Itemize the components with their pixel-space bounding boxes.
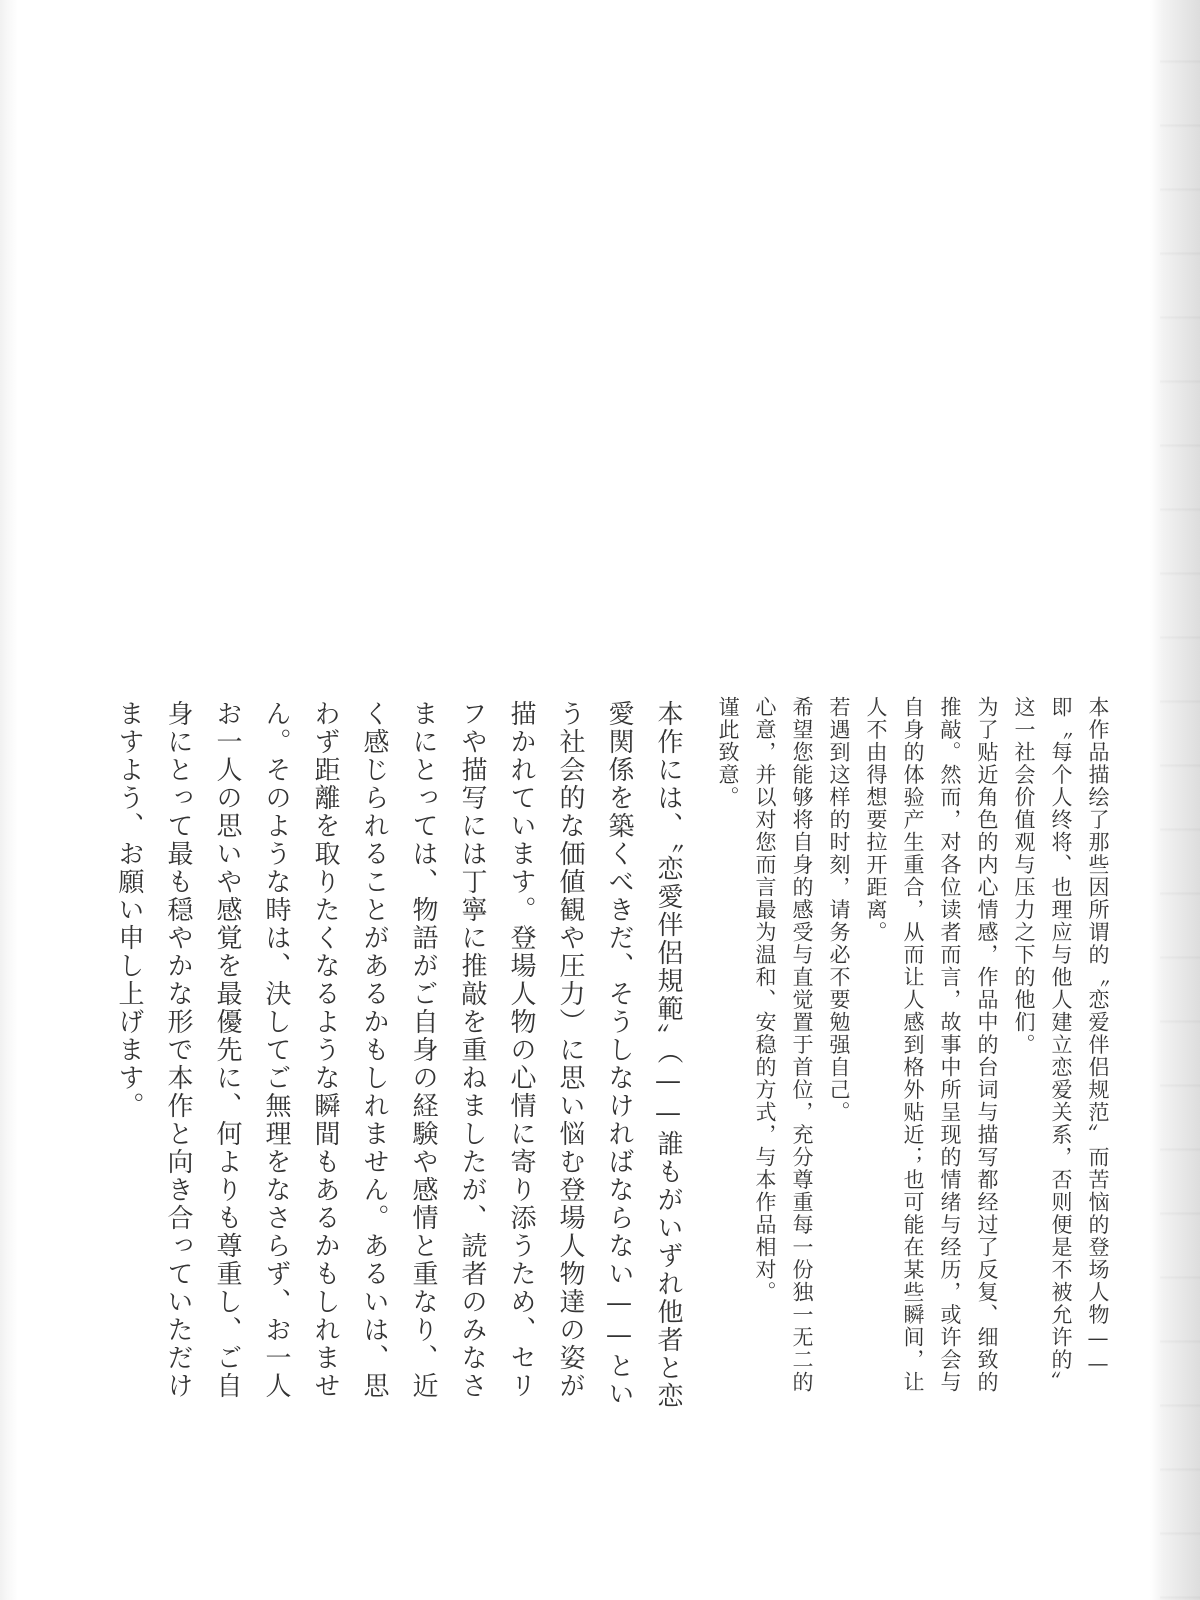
chinese-paragraph: 谨此致意。 (716, 696, 740, 809)
edge-artwork (1160, 0, 1200, 1600)
chinese-paragraph: 为了贴近角色的内心情感，作品中的台词与描写都经过了反复、细致的推敲。然而，对各位读者而言，故事中所呈现的情绪与经历，或许会与自身的体验产生重合，从而让人感到格外贴近；也可能在某些瞬间，让人不由得想要拉开距离。 (864, 696, 999, 1394)
japanese-paragraph: 本作には、〝恋愛伴侶規範〞（——誰もがいずれ他者と恋愛関係を築くべきだ、そうしなければならない——という社会的な価値観や圧力）に思い悩む登場人物達の姿が描かれています。登場人物の心情に寄り添うため、セリフや描写には丁寧に推敲を重ねましたが、読者のみなさまにとっては、物語がご自身の経験や感情と重なり、近く感じられることがあるかもしれません。あるいは、思わず距離を取りたくなるような瞬間もあるかもしれません。そのような時は、決してご無理をなさらず、お一人お一人の思いや感覚を最優先に、何よりも尊重し、ご自身にとって最も穏やかな形で本作と向き合っていただけますよう、お願い申し上げます。 (114, 700, 683, 1410)
chinese-paragraph: 本作品描绘了那些因所谓的〝恋爱伴侣规范〞而苦恼的登场人物——即〝每个人终将、也理应与他人建立恋爱关系，否则便是不被允许的〞这一社会价值观与压力之下的他们。 (1012, 696, 1110, 1394)
chinese-notice (709, 696, 1116, 1396)
chinese-paragraph: 若遇到这样的时刻，请务必不要勉强自己。 (827, 696, 851, 1124)
chinese-paragraph: 希望您能够将自身的感受与直觉置于首位，充分尊重每一份独一无二的心意，并以对您而言最为温和、安稳的方式，与本作品相对。 (753, 696, 814, 1394)
japanese-notice (104, 700, 692, 1420)
